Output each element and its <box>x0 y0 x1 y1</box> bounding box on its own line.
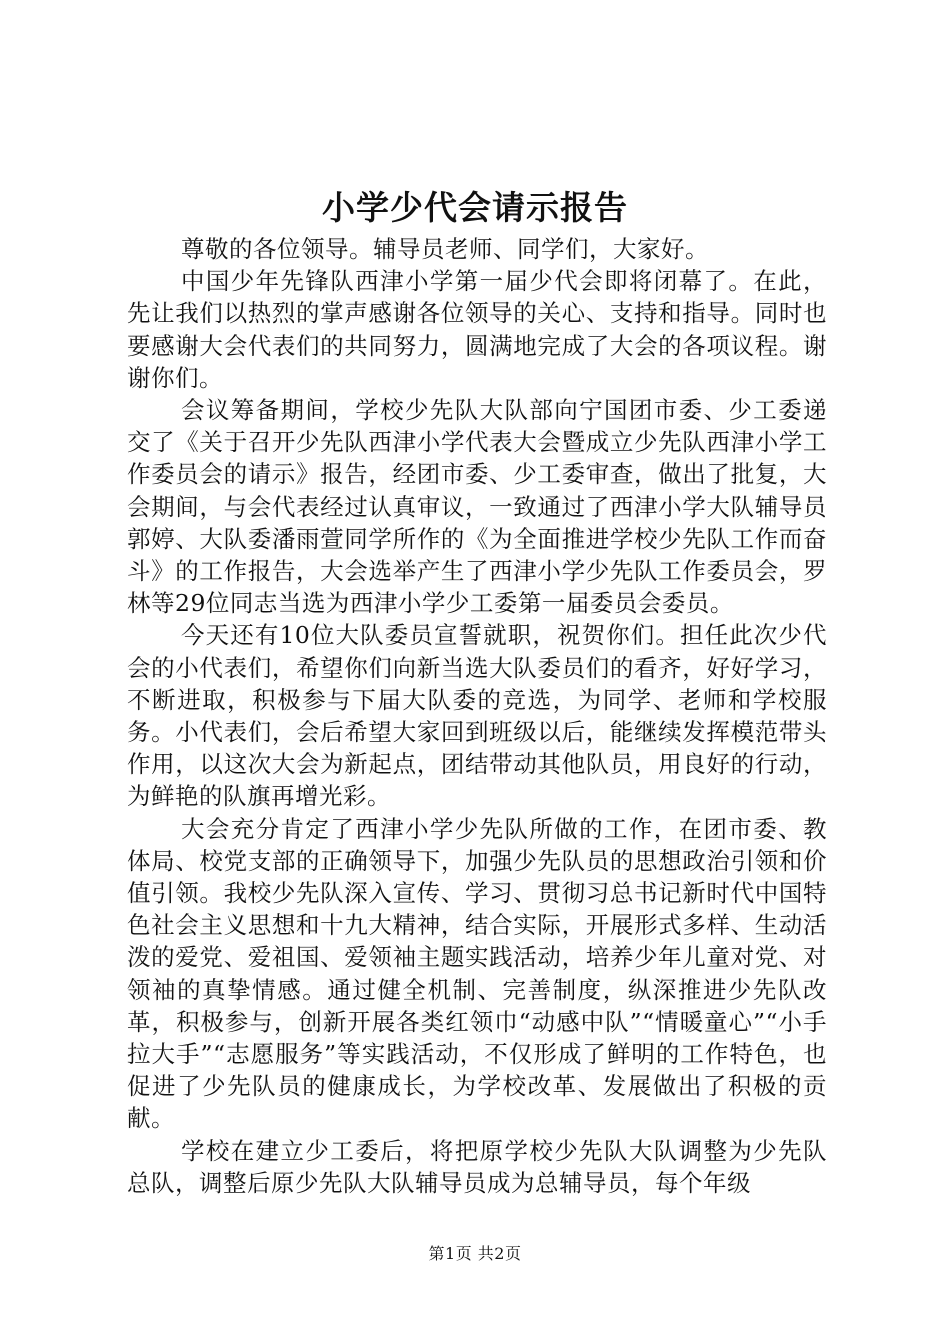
paragraph-achievements: 大会充分肯定了西津小学少先队所做的工作，在团市委、教体局、校党支部的正确领导下，加强少先队员的思想政治引领和价值引领。我校少先队深入宣传、学习、贯彻习总书记新时代中国特色社会主义思想和十九大精神，结合实际，开展形式多样、生动活泼的爱党、爱祖国、爱领袖主题实践活动，培养少年儿童对党、对领袖的真挚情感。通过健全机制、完善制度，纵深推进少先队改革，积极参与，创新开展各类红领巾“动感中队”“情暖童心”“小手拉大手”“志愿服务”等实践活动，不仅形成了鲜明的工作特色，也促进了少先队员的健康成长，为学校改革、发展做出了积极的贡献。 <box>127 814 827 1133</box>
paragraph-preparation: 会议筹备期间，学校少先队大队部向宁国团市委、少工委递交了《关于召开少先队西津小学代表大会暨成立少先队西津小学工作委员会的请示》报告，经团市委、少工委审查，做出了批复，大会期间，与会代表经过认真审议，一致通过了西津小学大队辅导员郭婷、大队委潘雨萱同学所作的《为全面推进学校少先队工作而奋斗》的工作报告，大会选举产生了西津小学少先队工作委员会，罗林等29位同志当选为西津小学少工委第一届委员会委员。 <box>127 396 827 618</box>
paragraph-restructure: 学校在建立少工委后，将把原学校少先队大队调整为少先队总队，调整后原少先队大队辅导员成为总辅导员，每个年级 <box>127 1136 827 1197</box>
paragraph-new-committee: 今天还有10位大队委员宣誓就职，祝贺你们。担任此次少代会的小代表们，希望你们向新当选大队委员们的看齐，好好学习，不断进取，积极参与下届大队委的竞选，为同学、老师和学校服务。小代表们，会后希望大家回到班级以后，能继续发挥模范带头作用，以这次大会为新起点，团结带动其他队员，用良好的行动，为鲜艳的队旗再增光彩。 <box>127 621 827 811</box>
paragraph-greeting: 尊敬的各位领导。辅导员老师、同学们，大家好。 <box>181 235 710 263</box>
page-number-footer: 第1页 共2页 <box>428 1244 522 1263</box>
document-body <box>127 233 827 1199</box>
paragraph-closing-thanks: 中国少年先锋队西津小学第一届少代会即将闭幕了。在此，先让我们以热烈的掌声感谢各位领导的关心、支持和指导。同时也要感谢大会代表们的共同努力，圆满地完成了大会的各项议程。谢谢你们。 <box>127 267 827 392</box>
document-title: 小学少代会请示报告 <box>322 188 628 227</box>
